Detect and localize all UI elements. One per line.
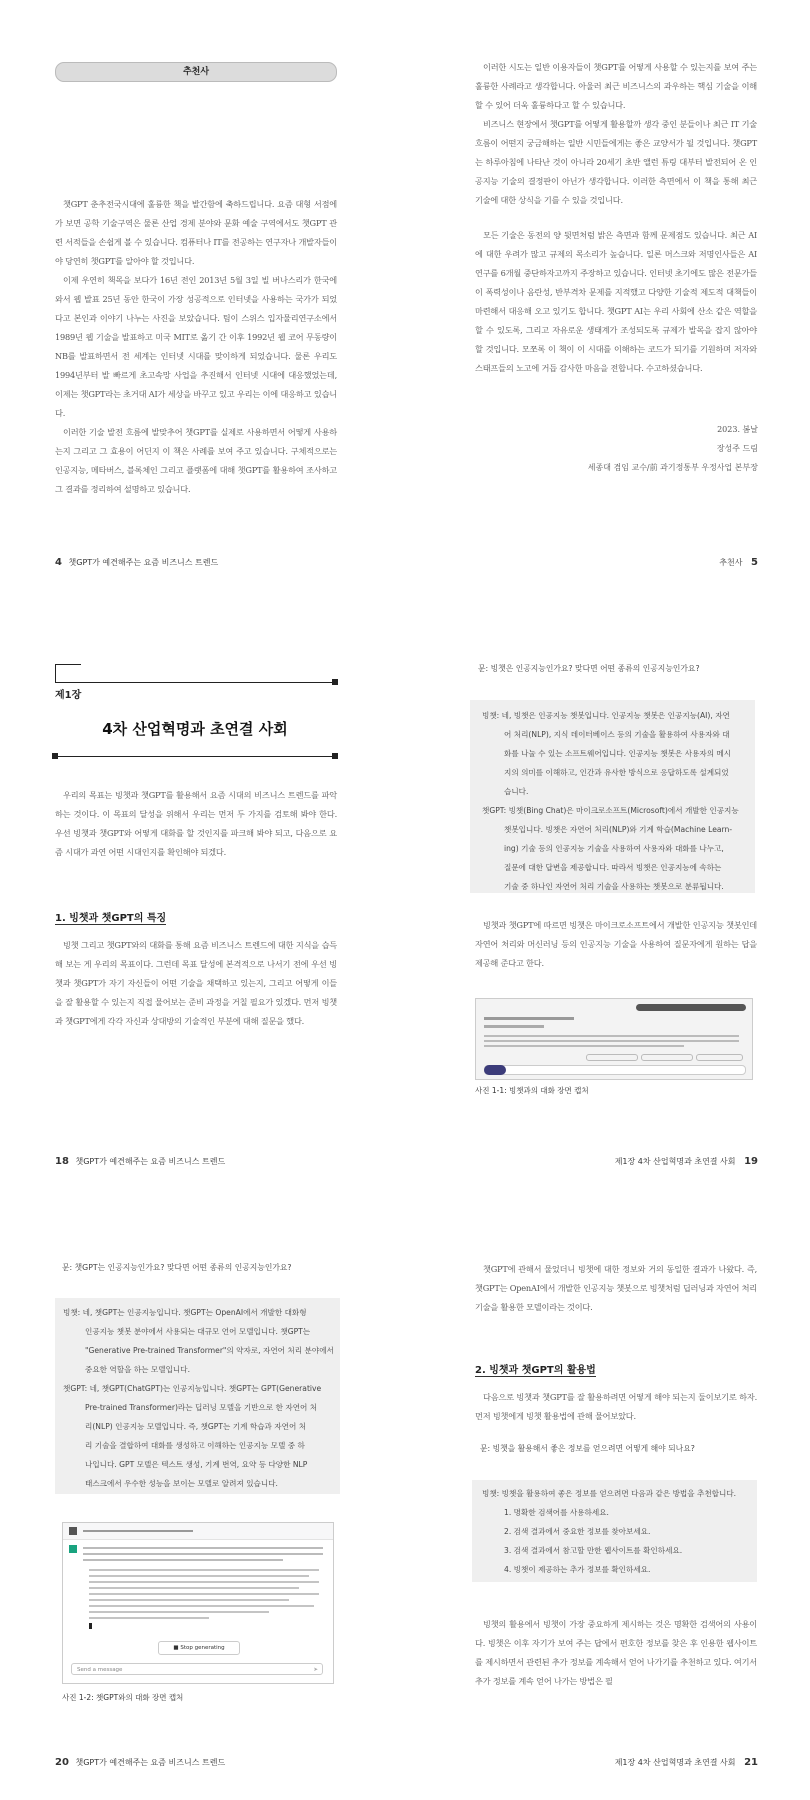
text-placeholder bbox=[89, 1581, 319, 1583]
suggestion-chip bbox=[586, 1054, 638, 1061]
left-page-text bbox=[55, 195, 337, 499]
page-number: 20 bbox=[55, 1757, 69, 1768]
new-topic-button bbox=[484, 1065, 506, 1075]
answer-line: 빙챗: 빙챗을 활용하여 좋은 정보를 얻으려면 다음과 같은 방법을 추천합니다. bbox=[482, 1489, 737, 1498]
answer-line: 습니다. bbox=[504, 787, 529, 796]
right-page-text bbox=[475, 58, 757, 378]
chapter-label: 제1장 bbox=[55, 690, 82, 701]
text-placeholder bbox=[484, 1040, 739, 1042]
prompt-row bbox=[63, 1523, 333, 1540]
section-heading-text: 1. 빙챗과 챗GPT의 특징 bbox=[55, 913, 167, 924]
answer-lines bbox=[63, 1303, 335, 1493]
answer-line: ing) 기술 등의 인공지능 기술을 사용하여 사용자와 대화를 나누고, bbox=[504, 844, 724, 853]
chapter-intro bbox=[55, 786, 337, 862]
answer-box bbox=[55, 1298, 340, 1494]
spread-3 bbox=[0, 1200, 810, 1800]
figure-caption: 사진 1-1: 빙챗과의 대화 장면 캡처 bbox=[475, 1086, 589, 1095]
suggestion-chip bbox=[696, 1054, 743, 1061]
stop-icon: ■ bbox=[173, 1645, 181, 1651]
bot-avatar bbox=[69, 1545, 77, 1553]
text-placeholder bbox=[89, 1575, 309, 1577]
input-bar bbox=[484, 1065, 746, 1075]
answer-line: 빙챗: 네, 챗GPT는 인공지능입니다. 챗GPT는 OpenAI에서 개발한 대화형 bbox=[63, 1308, 307, 1317]
answer-line: 빙챗: 네, 빙챗은 인공지능 챗봇입니다. 인공지능 챗봇은 인공지능(AI), 자연 bbox=[482, 711, 730, 720]
chapter-rule-dot bbox=[332, 679, 338, 685]
figure-caption: 사진 1-2: 챗GPT와의 대화 장면 캡처 bbox=[62, 1693, 184, 1702]
paragraph: 이러한 시도는 일반 이용자들이 챗GPT를 어떻게 사용할 수 있는지를 보여 주는 훌륭한 사례라고 생각합니다. 아울러 최근 비즈니스의 과우하는 핵심 기술을 이해할 수 있어 더욱 훌륭하다고 할 수 있습니다. bbox=[475, 62, 757, 110]
section-1-text bbox=[55, 936, 337, 1031]
text-placeholder bbox=[89, 1599, 289, 1601]
message-input bbox=[71, 1663, 323, 1675]
header-pill bbox=[55, 62, 337, 82]
paragraph: 다음으로 빙챗과 챗GPT를 잘 활용하려면 어떻게 해야 되는지 둘이보기로 하자. 먼저 빙챗에게 빙챗 활용법에 관해 물어보았다. bbox=[475, 1392, 757, 1421]
answer-list-item: 3. 검색 결과에서 참고할 만한 웹사이트를 확인하세요. bbox=[504, 1546, 683, 1555]
text-placeholder bbox=[484, 1017, 574, 1020]
page-number: 5 bbox=[751, 557, 758, 568]
section-heading-1 bbox=[55, 906, 166, 925]
answer-list-item: 4. 빙챗이 제공하는 추가 정보를 확인하세요. bbox=[504, 1565, 651, 1574]
text-placeholder bbox=[89, 1587, 299, 1589]
running-title: 제1장 4차 산업혁명과 초연결 사회 bbox=[614, 1758, 736, 1767]
section-2-text bbox=[475, 1388, 757, 1426]
screenshot-chatgpt bbox=[62, 1522, 334, 1684]
page-footer-left bbox=[55, 1757, 225, 1768]
cursor-icon bbox=[89, 1623, 92, 1629]
page-footer-left bbox=[55, 1156, 225, 1167]
answer-line: 중요한 역할을 하는 모델입니다. bbox=[85, 1365, 191, 1374]
chapter-rule-dot bbox=[332, 753, 338, 759]
page-footer-right bbox=[719, 557, 758, 568]
screenshot-bing-chat bbox=[475, 998, 753, 1080]
answer-line: 챗봇입니다. 빙챗은 자연어 처리(NLP)와 기계 학습(Machine Learn- bbox=[504, 825, 733, 834]
answer-line: 지의 의미를 이해하고, 인간과 유사한 방식으로 응답하도록 설계되었 bbox=[504, 768, 729, 777]
chapter-bottom-rule bbox=[55, 756, 335, 757]
header-pill-label: 추천사 bbox=[182, 67, 210, 77]
signature-block bbox=[588, 420, 758, 477]
section-heading-2 bbox=[475, 1358, 596, 1377]
text-placeholder bbox=[89, 1617, 209, 1619]
question-text: 문: 챗GPT는 인공지능인가요? 맞다면 어떤 종류의 인공지능인가요? bbox=[62, 1263, 292, 1272]
paragraph: 빙챗 그리고 챗GPT와의 대화를 통해 요즘 비즈니스 트렌드에 대한 지식을 습득해 보는 게 우리의 목표이다. 그런데 목표 달성에 본격적으로 나서기 전에 우선 빙챗과 챗GPT가 자기 자신들이 어떤 기술을 채택하고 있는지, 그리고 어떻게 이들을 잘 활용할 수 있는지 직접 물어보는 준비 과정을 거칠 필요가 있겠다. 먼저 빙챗과 챗GPT에게 각각 자신과 상대방의 기술적인 부분에 대해 질문을 했다. bbox=[55, 940, 337, 1026]
paragraph: 빙챗의 활용에서 빙챗이 가장 중요하게 제시하는 것은 명확한 검색어의 사용이다. 빙챗은 이후 자기가 보여 주는 답에서 편호한 정보를 찾은 후 인용한 웹사이트를 제시하면서 관련된 추가 정보를 계속해서 얻어 나가기를 추천하고 있다. 여기서 추가 정보를 계속 얻어 나가는 방법은 필 bbox=[475, 1619, 757, 1686]
page-number: 19 bbox=[744, 1156, 758, 1167]
answer-line: 리 기술을 결합하여 대화를 생성하고 이해하는 인공지능 모델 중 하 bbox=[85, 1441, 305, 1450]
send-icon: ➤ bbox=[313, 1667, 318, 1673]
paragraph: 비즈니스 현장에서 챗GPT를 어떻게 활용할까 생각 중인 분들이나 최근 IT 기술 흐름이 어떤지 궁금해하는 일반 시민들에게는 좋은 교양서가 될 것입니다. 챗GPT는 하루아침에 나타난 것이 아니라 20세기 초반 앨런 튜링 대부터 발전되어 온 인공지능 기술의 결정판이 아닌가 생각합니다. 이러한 측면에서 이 책을 통해 최근 기술에 대한 상식을 기를 수 있을 것입니다. bbox=[475, 119, 757, 205]
right-closing bbox=[475, 1615, 757, 1691]
paragraph: 챗GPT에 관해서 물었더니 빙챗에 대한 정보와 거의 동일한 결과가 나왔다. 즉, 챗GPT는 OpenAI에서 개발한 인공지능 챗봇으로 빙챗처럼 딥러닝과 자연어 처리 기술을 활용한 모델이라는 것이다. bbox=[475, 1264, 758, 1312]
running-title: 제1장 4차 산업혁명과 초연결 사회 bbox=[614, 1157, 736, 1166]
page-number: 21 bbox=[744, 1757, 758, 1768]
paragraph: 이러한 기술 발전 흐름에 발맞추어 챗GPT를 실제로 사용하면서 어떻게 사용하는지 그리고 그 효용이 어딘지 이 책은 사례를 보여 주고 있습니다. 구체적으로는 인공지능, 메타버스, 블록체인 그리고 플랫폼에 대해 챗GPT를 활용하여 조사하고 그 결과를 정리하여 설명하고 있습니다. bbox=[55, 427, 337, 494]
bubble bbox=[636, 1004, 746, 1011]
answer-line: 태스크에서 우수한 성능을 보이는 모델로 알려져 있습니다. bbox=[85, 1479, 278, 1488]
page-footer-right bbox=[615, 1757, 758, 1768]
question-text: 문: 빙챗을 활용해서 좋은 정보를 얻으려면 어떻게 해야 되나요? bbox=[480, 1444, 695, 1453]
paragraph: 우리의 목표는 빙챗과 챗GPT를 활용해서 요즘 시대의 비즈니스 트렌드를 파악하는 것이다. 이 목표의 달성을 위해서 우리는 먼저 두 가지를 검토해 봐야 한다. 우선 빙챗과 챗GPT와 어떻게 대화를 할 것인지를 파크해 봐야 되고, 다음으로 요즘 시대가 과연 어떤 시대인지를 확인해야 되겠다. bbox=[55, 790, 337, 857]
stop-generating-label: Stop generating bbox=[180, 1645, 225, 1651]
text-placeholder bbox=[89, 1605, 314, 1607]
text-placeholder bbox=[484, 1035, 739, 1037]
page-number: 18 bbox=[55, 1156, 69, 1167]
suggestion-chip bbox=[641, 1054, 693, 1061]
page-number: 4 bbox=[55, 557, 62, 568]
chapter-top-rule bbox=[55, 682, 335, 683]
answer-box bbox=[472, 1480, 757, 1582]
signature-title: 세종대 겸임 교수/前 과기정통부 우정사업 본부장 bbox=[587, 463, 758, 472]
text-placeholder bbox=[89, 1611, 269, 1613]
text-placeholder bbox=[89, 1593, 319, 1595]
signature-name: 장성주 드림 bbox=[716, 444, 758, 453]
running-title: 챗GPT가 예견해주는 요즘 비즈니스 트렌드 bbox=[75, 1758, 226, 1767]
right-para bbox=[475, 916, 757, 973]
answer-list-item: 2. 검색 결과에서 중요한 정보를 찾아보세요. bbox=[504, 1527, 651, 1536]
answer-list-item: 1. 명확한 검색어를 사용하세요. bbox=[504, 1508, 609, 1517]
answer-line: 인공지능 챗봇 분야에서 사용되는 대규모 언어 모델입니다. 챗GPT는 bbox=[85, 1327, 311, 1336]
answer-line: 챗GPT: 빙챗(Bing Chat)은 마이크로소프트(Microsoft)에서 개발한 인공지능 bbox=[482, 806, 739, 815]
message-input-placeholder: Send a message bbox=[77, 1667, 123, 1673]
text-placeholder bbox=[83, 1530, 193, 1532]
signature-date: 2023. 봄날 bbox=[717, 425, 758, 434]
answer-lines bbox=[482, 706, 747, 896]
running-title: 챗GPT가 예견해주는 요즘 비즈니스 트렌드 bbox=[75, 1157, 226, 1166]
running-title: 추천사 bbox=[719, 558, 743, 567]
text-placeholder bbox=[484, 1025, 544, 1028]
text-placeholder bbox=[83, 1559, 283, 1561]
chapter-title: 4차 산업혁명과 초연결 사회 bbox=[102, 720, 288, 738]
chapter-rule-dot bbox=[52, 753, 58, 759]
page-footer-right bbox=[615, 1156, 758, 1167]
text-placeholder bbox=[484, 1045, 684, 1047]
answer-lines bbox=[482, 1484, 752, 1579]
paragraph: 이제 우연히 책목을 보다가 16년 전인 2013년 5월 3일 빌 버나스리가 한국에 와서 웹 발표 25년 동안 한국이 가장 성공적으로 인터넷을 사용하는 국가가 되었다고 본인과 이야기 나누는 사진을 보았습니다. 팀이 스위스 입자물리연구소에서 1989년 웹 기술을 발표하고 미국 MIT로 옮기 간 이후 1992년 웹 코어 무동량이 NB를 발표하면서 전 세계는 인터넷 시대를 맞이하게 되었습니다. 물론 우리도 1994년부터 발 빠르게 초고속망 사업을 추진해서 인터넷 시대에 대응했었는데, 이제는 챗GPT라는 초거대 AI가 세상을 바꾸고 있고 우리는 이에 대응하고 있습니다. bbox=[55, 275, 337, 418]
answer-line: Pre-trained Transformer)라는 딥러닝 모델을 기반으로 한 자연어 처 bbox=[85, 1403, 318, 1412]
answer-line: 나입니다. GPT 모델은 텍스트 생성, 기계 번역, 요약 등 다양한 NLP bbox=[85, 1460, 308, 1469]
answer-line: "Generative Pre-trained Transformer"의 약자로, 자연어 처리 분야에서 bbox=[85, 1346, 334, 1355]
stop-generating-button bbox=[158, 1641, 240, 1655]
right-intro bbox=[475, 1260, 757, 1317]
answer-line: 어 처리(NLP), 지식 데이터베이스 등의 기술을 활용하여 사용자와 대 bbox=[504, 730, 730, 739]
text-placeholder bbox=[89, 1569, 319, 1571]
question-text: 문: 빙챗은 인공지능인가요? 맞다면 어떤 종류의 인공지능인가요? bbox=[478, 664, 700, 673]
answer-line: 질문에 대한 답변을 제공합니다. 따라서 빙챗은 인공지능에 속하는 bbox=[504, 863, 722, 872]
spread-2 bbox=[0, 600, 810, 1200]
paragraph: 챗GPT 춘추전국시대에 훌륭한 책을 발간함에 축하드립니다. 요즘 대형 서점에 가 보면 공학 기술구역은 물론 산업 경제 분야와 문화 예술 구역에서도 챗GPT 관련 서적들을 손쉽게 볼 수 있습니다. 컴퓨터나 IT를 전공하는 연구자나 개발자들이야 당연히 챗GPT를 알아야 할 것입니다. bbox=[55, 199, 337, 266]
answer-box bbox=[470, 700, 755, 893]
user-avatar bbox=[69, 1527, 77, 1535]
answer-line: 챗GPT: 네, 챗GPT(ChatGPT)는 인공지능입니다. 챗GPT는 GPT(Generative bbox=[63, 1384, 322, 1393]
answer-line: 리(NLP) 인공지능 모델입니다. 즉, 챗GPT는 기계 학습과 자연어 처 bbox=[85, 1422, 307, 1431]
text-placeholder bbox=[83, 1547, 323, 1549]
page-footer-left bbox=[55, 557, 218, 568]
running-title: 챗GPT가 예견해주는 요즘 비즈니스 트렌드 bbox=[68, 558, 219, 567]
chapter-circuit-line bbox=[55, 664, 81, 683]
paragraph: 빙챗과 챗GPT에 따르면 빙챗은 마이크로소프트에서 개발한 인공지능 챗봇인데 자연어 처리와 머신러닝 등의 인공지능 기술을 사용하여 질문자에게 원하는 답을 제공해 준다고 한다. bbox=[475, 920, 757, 968]
answer-line: 기술 중 하나인 자연어 처리 기술을 사용하는 챗봇으로 분류됩니다. bbox=[504, 882, 724, 891]
spread-1 bbox=[0, 0, 810, 600]
text-placeholder bbox=[83, 1553, 323, 1555]
section-heading-text: 2. 빙챗과 챗GPT의 활용법 bbox=[475, 1365, 596, 1376]
paragraph: 모든 기술은 동전의 양 뒷면처럼 밝은 측면과 함께 문제점도 있습니다. 최근 AI에 대한 우려가 많고 규제의 목소리가 높습니다. 일론 머스크와 저명인사들은 AI 연구를 6개월 중단하자고까지 주장하고 있습니다. 인터넷 초기에도 많은 전문가들이 폭력성이나 음란성, 반부격차 문제를 지적했고 다양한 기술적 제도적 대책들이 마련해서 대응해 오고 있기도 합니다. 챗GPT AI는 우리 사회에 산소 같은 역할을 할 수 있도록, 그리고 자유로운 생태계가 조성되도록 규제가 발목을 잡지 않아야 할 것입니다. 모쪼록 이 책이 이 시대를 이해하는 코드가 되기를 기원하며 저자와 스태프들의 노고에 거듭 감사한 마음을 전합니다. 수고하셨습니다. bbox=[475, 230, 757, 373]
answer-line: 화를 나눌 수 있는 소프트웨어입니다. 인공지능 챗봇은 사용자의 메시 bbox=[504, 749, 732, 758]
